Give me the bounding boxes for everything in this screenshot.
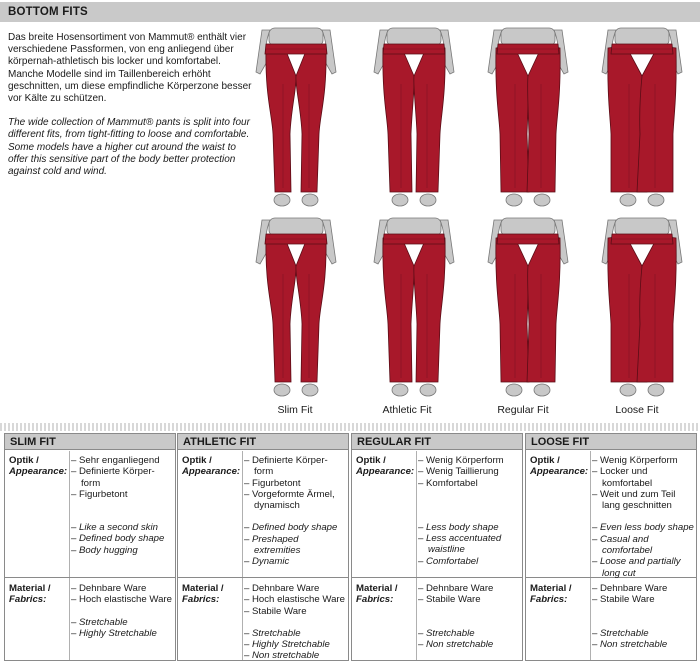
- appearance-label-en: Appearance:: [9, 466, 68, 478]
- list-item: – Sehr enganliegend: [71, 455, 160, 466]
- list-item: – Wenig Taillierung: [418, 466, 499, 478]
- list-item: – Non stretchable: [592, 638, 668, 650]
- slim-fit-table: [4, 433, 176, 661]
- fabrics-row: [526, 579, 696, 661]
- list-item: – Stretchable: [418, 627, 475, 639]
- loose-fit-front-figure: [586, 24, 698, 212]
- list-item: – Stabile Ware: [418, 594, 481, 606]
- list-item: – Figurbetont: [244, 477, 301, 489]
- list-item: – Hoch elastische Ware: [244, 594, 345, 606]
- appearance-label-en: Appearance:: [356, 466, 415, 478]
- fabrics-label-en: Fabrics:: [530, 594, 568, 606]
- fabrics-label-en: Fabrics:: [9, 594, 47, 606]
- intro-text: [8, 32, 253, 190]
- fabrics-row: [178, 579, 348, 661]
- list-item: – Dehnbare Ware: [592, 583, 668, 594]
- figure-label-athletic: Athletic Fit: [382, 404, 432, 416]
- fabrics-label: Material /: [356, 583, 398, 594]
- list-item: – Komfortabel: [418, 477, 478, 489]
- appearance-row: [526, 451, 696, 578]
- list-item: – Highly Stretchable: [244, 639, 330, 651]
- regular-fit-back-figure: [472, 214, 584, 402]
- list-item: – Weit und zum Teil lang geschnitten: [592, 488, 676, 512]
- list-item: – Less body shape: [418, 521, 499, 533]
- appearance-row: [352, 451, 522, 578]
- table-title: ATHLETIC FIT: [178, 434, 348, 450]
- intro-german: Das breite Hosensortiment von Mammut® enthält vier verschiedene Passformen, von eng anliegend über körpernah-athletisch bis locker und komfortabel. Manche Modelle sind im Taillenbereich erhöht geschnitten, um diese empfindliche Körperzone besser vor Kälte zu schützen.: [8, 32, 252, 105]
- section-title-bar: [0, 2, 700, 22]
- intro-english: The wide collection of Mammut® pants is split into four different fits, from tight-fitting to loose and comfortable. Some models have a higher cut around the waist to offer this sensitive part of the body better protection against cold and wind.: [8, 117, 250, 178]
- list-item: – Stretchable: [244, 627, 301, 639]
- table-title: LOOSE FIT: [526, 434, 696, 450]
- list-item: – Definierte Körper-form: [71, 466, 155, 489]
- list-item: – Stretchable: [71, 616, 128, 628]
- list-item: – Dynamic: [244, 556, 290, 568]
- list-item: – Stretchable: [592, 627, 649, 639]
- fabrics-label-en: Fabrics:: [356, 594, 394, 606]
- appearance-label: Optik /: [182, 455, 212, 466]
- appearance-label: Optik /: [356, 455, 386, 466]
- list-item: – Non stretchable: [244, 650, 320, 662]
- appearance-label-en: Appearance:: [530, 466, 589, 478]
- slim-fit-back-figure: [240, 214, 352, 402]
- list-item: – Dehnbare Ware: [418, 583, 494, 594]
- list-item: – Body hugging: [71, 544, 138, 556]
- athletic-fit-back-figure: [358, 214, 470, 402]
- pant-figures: [240, 24, 700, 424]
- list-item: – Less accentuated waistline: [418, 533, 502, 556]
- figure-label-slim: Slim Fit: [277, 404, 313, 416]
- list-item: – Casual and comfortabel: [592, 533, 653, 557]
- appearance-label-en: Appearance:: [182, 466, 241, 478]
- regular-fit-table: [351, 433, 523, 661]
- fabrics-label: Material /: [9, 583, 51, 594]
- list-item: – Like a second skin: [71, 522, 158, 534]
- appearance-label: Optik /: [530, 455, 560, 466]
- loose-fit-back-figure: [586, 214, 698, 402]
- list-item: – Loose and partially long cut: [592, 556, 681, 579]
- list-item: – Stabile Ware: [592, 594, 655, 606]
- appearance-row: [178, 451, 348, 578]
- loose-fit-table: [525, 433, 697, 661]
- list-item: – Hoch elastische Ware: [71, 594, 172, 606]
- list-item: – Stabile Ware: [244, 605, 307, 617]
- list-item: – Non stretchable: [418, 638, 494, 650]
- list-item: – Figurbetont: [71, 488, 128, 500]
- figure-label-regular: Regular Fit: [497, 404, 549, 416]
- list-item: – Definierte Körper-form: [244, 455, 328, 478]
- athletic-fit-table: [177, 433, 349, 661]
- list-item: – Highly Stretchable: [71, 627, 157, 639]
- figure-label-loose: Loose Fit: [615, 404, 659, 416]
- fabrics-row: [5, 579, 175, 661]
- fabrics-label: Material /: [182, 583, 224, 594]
- list-item: – Dehnbare Ware: [244, 583, 320, 594]
- list-item: – Wenig Körperform: [592, 455, 678, 466]
- list-item: – Comfortabel: [418, 555, 479, 567]
- appearance-label: Optik /: [9, 455, 39, 466]
- table-title: REGULAR FIT: [352, 434, 522, 450]
- regular-fit-front-figure: [472, 24, 584, 212]
- list-item: – Vorgeformte Ärmel, dynamisch: [244, 488, 335, 512]
- table-title: SLIM FIT: [5, 434, 175, 450]
- list-item: – Dehnbare Ware: [71, 583, 147, 594]
- section-title: BOTTOM FITS: [8, 6, 88, 18]
- list-item: – Wenig Körperform: [418, 455, 504, 466]
- fabrics-label-en: Fabrics:: [182, 594, 220, 606]
- fabrics-row: [352, 579, 522, 661]
- section-divider: [0, 423, 700, 431]
- list-item: – Locker und komfortabel: [592, 466, 653, 489]
- list-item: – Even less body shape: [592, 522, 694, 534]
- athletic-fit-front-figure: [358, 24, 470, 212]
- list-item: – Defined body shape: [71, 533, 165, 545]
- slim-fit-front-figure: [240, 24, 352, 212]
- fabrics-label: Material /: [530, 583, 572, 594]
- appearance-row: [5, 451, 175, 578]
- list-item: – Defined body shape: [244, 522, 338, 534]
- list-item: – Preshaped extremities: [244, 533, 301, 557]
